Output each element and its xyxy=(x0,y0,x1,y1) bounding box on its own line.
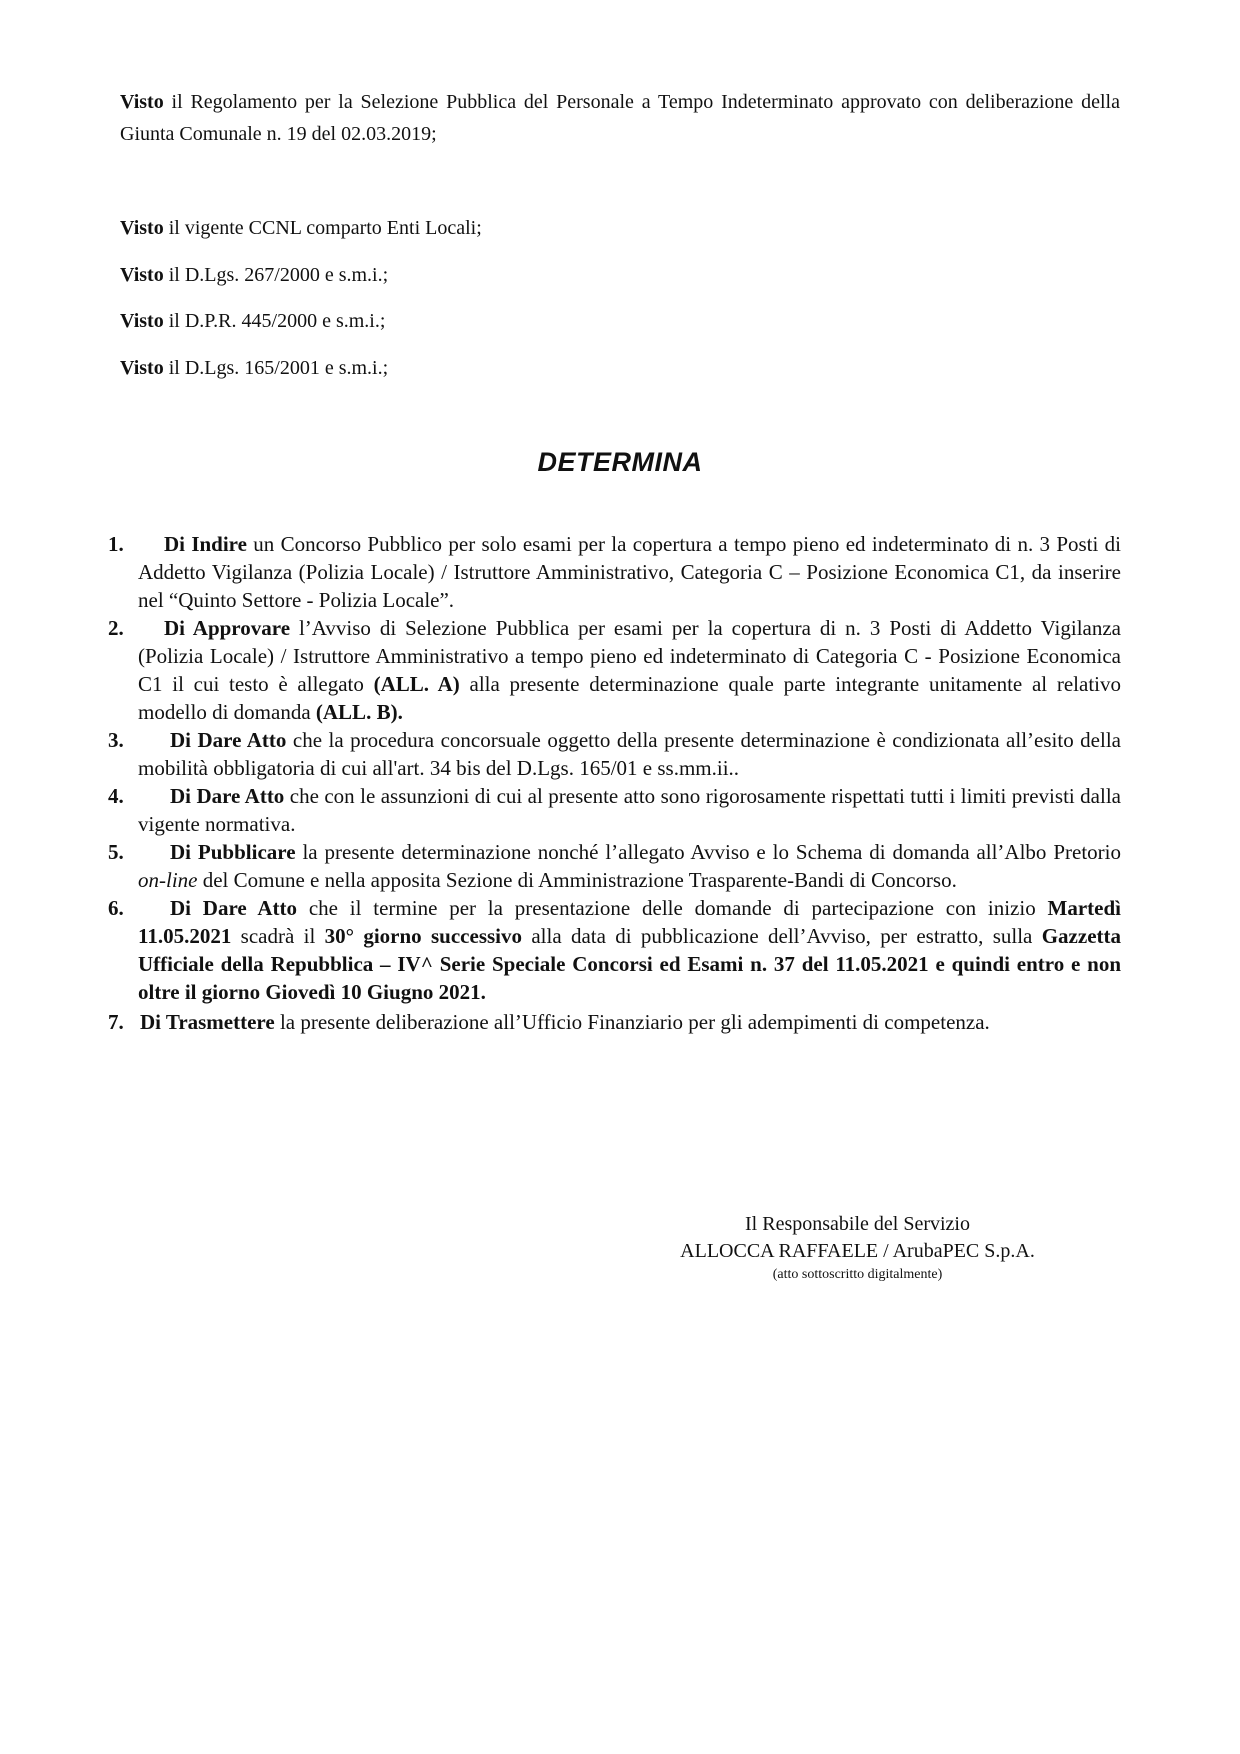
list-item xyxy=(108,782,1121,838)
visto-dpr-445 xyxy=(120,307,385,335)
item-text: alla data di pubblicazione dell’Avviso, per estratto, sulla xyxy=(522,924,1042,948)
list-item xyxy=(108,614,1121,726)
visto-label: Visto xyxy=(120,264,164,286)
visto-ccnl xyxy=(120,214,482,242)
item-number: 7. xyxy=(108,1010,124,1034)
item-text: un Concorso Pubblico per solo esami per la copertura a tempo pieno ed indeterminato di n. 3 Posti di Addetto Vigilanza (Polizia Locale) / Istruttore Amministrativo, Categoria C – Posizione Economica C1, da inserire nel “Quinto Settore - Polizia Locale”. xyxy=(138,532,1121,612)
list-item xyxy=(108,530,1121,614)
attachment-b: (ALL. B). xyxy=(315,700,403,724)
list-item xyxy=(108,894,1121,1006)
item-text: del Comune e nella apposita Sezione di Amministrazione Trasparente-Bandi di Concorso. xyxy=(197,868,957,892)
item-text: che il termine per la presentazione delle domande di partecipazione con inizio xyxy=(297,896,1048,920)
visto-text: il D.Lgs. 165/2001 e s.m.i.; xyxy=(163,357,389,379)
visto-label: Visto xyxy=(120,310,164,332)
item-action: Di Approvare xyxy=(164,616,291,640)
visto-dlgs-267 xyxy=(120,261,388,289)
item-text: scadrà il xyxy=(231,924,325,948)
item-action: Di Dare Atto xyxy=(170,728,287,752)
item-text: l’Avviso di Selezione Pubblica per esami per la copertura di n. 3 Posti di Addetto Vigilanza (Polizia Locale) / Istruttore Amministrativo a tempo pieno ed indeterminato di Categoria C - Posizione Economica C1 il cui testo è allegato xyxy=(138,616,1121,696)
visto-label: Visto xyxy=(120,357,164,379)
item-text: la presente deliberazione all’Ufficio Finanziario per gli adempimenti di competenza. xyxy=(274,1010,990,1034)
visto-text: il D.Lgs. 267/2000 e s.m.i.; xyxy=(163,264,389,286)
gazzetta-reference: Gazzetta Ufficiale della Repubblica – IV^ Serie Speciale Concorsi ed Esami n. 37 del 11.05.2021 e quindi entro e non oltre il giorno Giovedì 10 Giugno 2021. xyxy=(138,924,1122,1004)
visto-text: il vigente CCNL comparto Enti Locali; xyxy=(163,217,482,239)
signature-name: ALLOCCA RAFFAELE / ArubaPEC S.p.A. xyxy=(680,1240,1035,1262)
item-text: la presente determinazione nonché l’allegato Avviso e lo Schema di domanda all’Albo Pretorio xyxy=(295,840,1121,864)
list-item xyxy=(108,726,1121,782)
visto-text: il D.P.R. 445/2000 e s.m.i.; xyxy=(163,310,386,332)
list-item xyxy=(108,1008,1121,1036)
item-action: Di Dare Atto xyxy=(170,896,298,920)
determina-list xyxy=(108,530,1121,1036)
visto-label: Visto xyxy=(120,91,164,113)
regolamento-text: il Regolamento per la Selezione Pubblica del Personale a Tempo Indeterminato approvato con deliberazione della Giunta Comunale n. 19 del 02.03.2019; xyxy=(120,91,1120,145)
deadline-day: 30° giorno successivo xyxy=(324,924,522,948)
item-text: che con le assunzioni di cui al presente atto sono rigorosamente rispettati tutti i limiti previsti dalla vigente normativa. xyxy=(138,784,1121,836)
determina-heading: DETERMINA xyxy=(537,447,703,477)
item-action: Di Trasmettere xyxy=(140,1010,275,1034)
item-number: 4. xyxy=(108,784,124,808)
signature-note: (atto sottoscritto digitalmente) xyxy=(772,1267,943,1282)
item-number: 2. xyxy=(108,616,124,640)
start-date: Martedì 11.05.2021 xyxy=(138,896,1122,948)
item-action: Di Pubblicare xyxy=(170,840,296,864)
item-number: 1. xyxy=(108,532,124,556)
attachment-a: (ALL. A) xyxy=(373,672,460,696)
visto-dlgs-165 xyxy=(120,354,388,382)
item-action: Di Dare Atto xyxy=(170,784,285,808)
list-item xyxy=(108,838,1121,894)
item-text: che la procedura concorsuale oggetto della presente determinazione è condizionata all’esito della mobilità obbligatoria di cui all'art. 34 bis del D.Lgs. 165/01 e ss.mm.ii.. xyxy=(138,728,1121,780)
online-italic: on-line xyxy=(138,868,198,892)
regolamento-paragraph xyxy=(120,86,1120,150)
item-action: Di Indire xyxy=(164,532,247,556)
item-number: 5. xyxy=(108,840,124,864)
item-number: 6. xyxy=(108,896,124,920)
visto-label: Visto xyxy=(120,217,164,239)
item-number: 3. xyxy=(108,728,124,752)
signature-role: Il Responsabile del Servizio xyxy=(745,1213,970,1235)
item-text: alla presente determinazione quale parte integrante unitamente al relativo modello di domanda xyxy=(138,672,1121,724)
